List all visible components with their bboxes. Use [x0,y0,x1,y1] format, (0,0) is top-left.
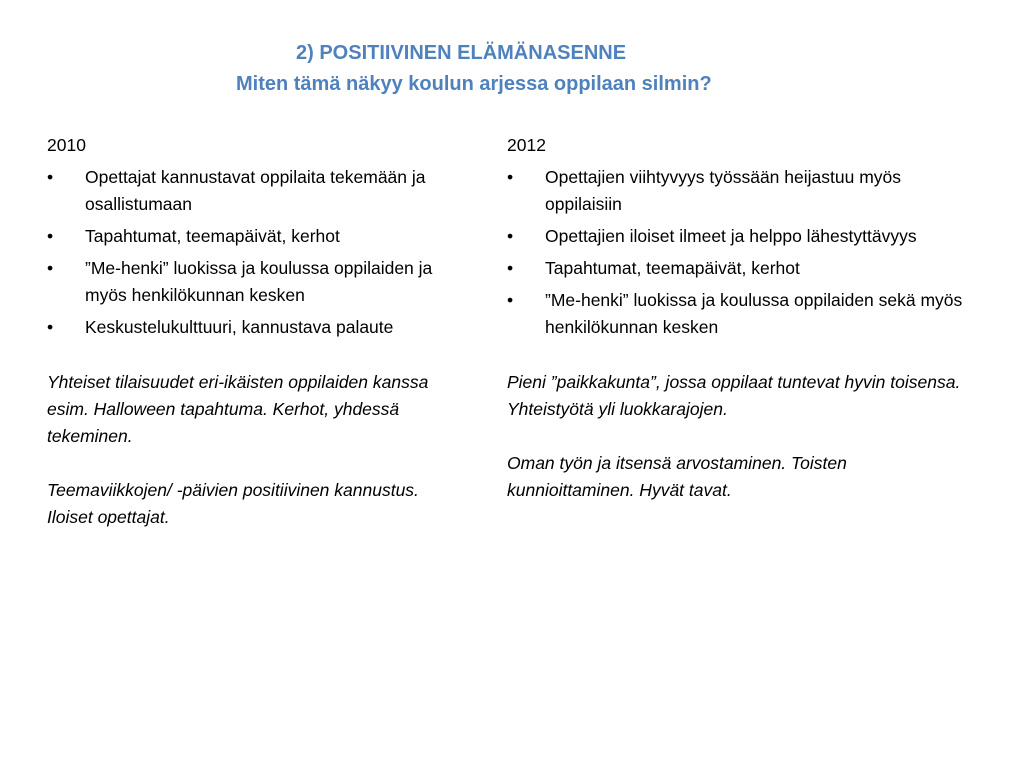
list-item-text: Opettajat kannustavat oppilaita tekemään ja osallistumaan [85,167,426,214]
list-item [47,223,467,250]
slide-title: 2) POSITIIVINEN ELÄMÄNASENNE [296,42,627,64]
list-item-text: Tapahtumat, teemapäivät, kerhot [545,258,800,278]
list-item [47,164,467,218]
bullet-icon: • [47,317,54,337]
bullet-icon: • [47,167,54,187]
italic-paragraph: Yhteiset tilaisuudet eri-ikäisten oppilaiden kanssa esim. Halloween tapahtuma. Kerhot, yhdessä tekeminen. [47,372,429,446]
list-item [47,255,467,309]
year-heading: 2010 [47,135,86,155]
list-item-text: Keskustelukulttuuri, kannustava palaute [85,317,394,337]
bullet-list [507,164,977,341]
list-item [47,314,467,341]
column-2012 [507,132,977,504]
list-item-text: ”Me-henki” luokissa ja koulussa oppilaiden sekä myös henkilökunnan kesken [545,290,963,337]
bullet-icon: • [47,258,54,278]
list-item-text: Opettajien iloiset ilmeet ja helppo lähestyttävyys [545,226,917,246]
bullet-list [47,164,467,341]
bullet-icon: • [507,258,514,278]
list-item-text: ”Me-henki” luokissa ja koulussa oppilaiden ja myös henkilökunnan kesken [85,258,433,305]
italic-paragraph: Pieni ”paikkakunta”, jossa oppilaat tuntevat hyvin toisensa. Yhteistyötä yli luokkarajojen. [507,372,961,419]
list-item [507,287,977,341]
bullet-icon: • [507,290,514,310]
list-item-text: Opettajien viihtyvyys työssään heijastuu myös oppilaisiin [545,167,901,214]
list-item [507,223,977,250]
list-item [507,255,977,282]
list-item [507,164,977,218]
italic-paragraph: Oman työn ja itsensä arvostaminen. Toisten kunnioittaminen. Hyvät tavat. [507,453,847,500]
slide-subtitle: Miten tämä näkyy koulun arjessa oppilaan silmin? [236,73,712,95]
column-2010 [47,132,467,531]
list-item-text: Tapahtumat, teemapäivät, kerhot [85,226,340,246]
italic-paragraph: Teemaviikkojen/ -päivien positiivinen kannustus. Iloiset opettajat. [47,480,419,527]
year-heading: 2012 [507,135,546,155]
bullet-icon: • [47,226,54,246]
bullet-icon: • [507,167,514,187]
bullet-icon: • [507,226,514,246]
